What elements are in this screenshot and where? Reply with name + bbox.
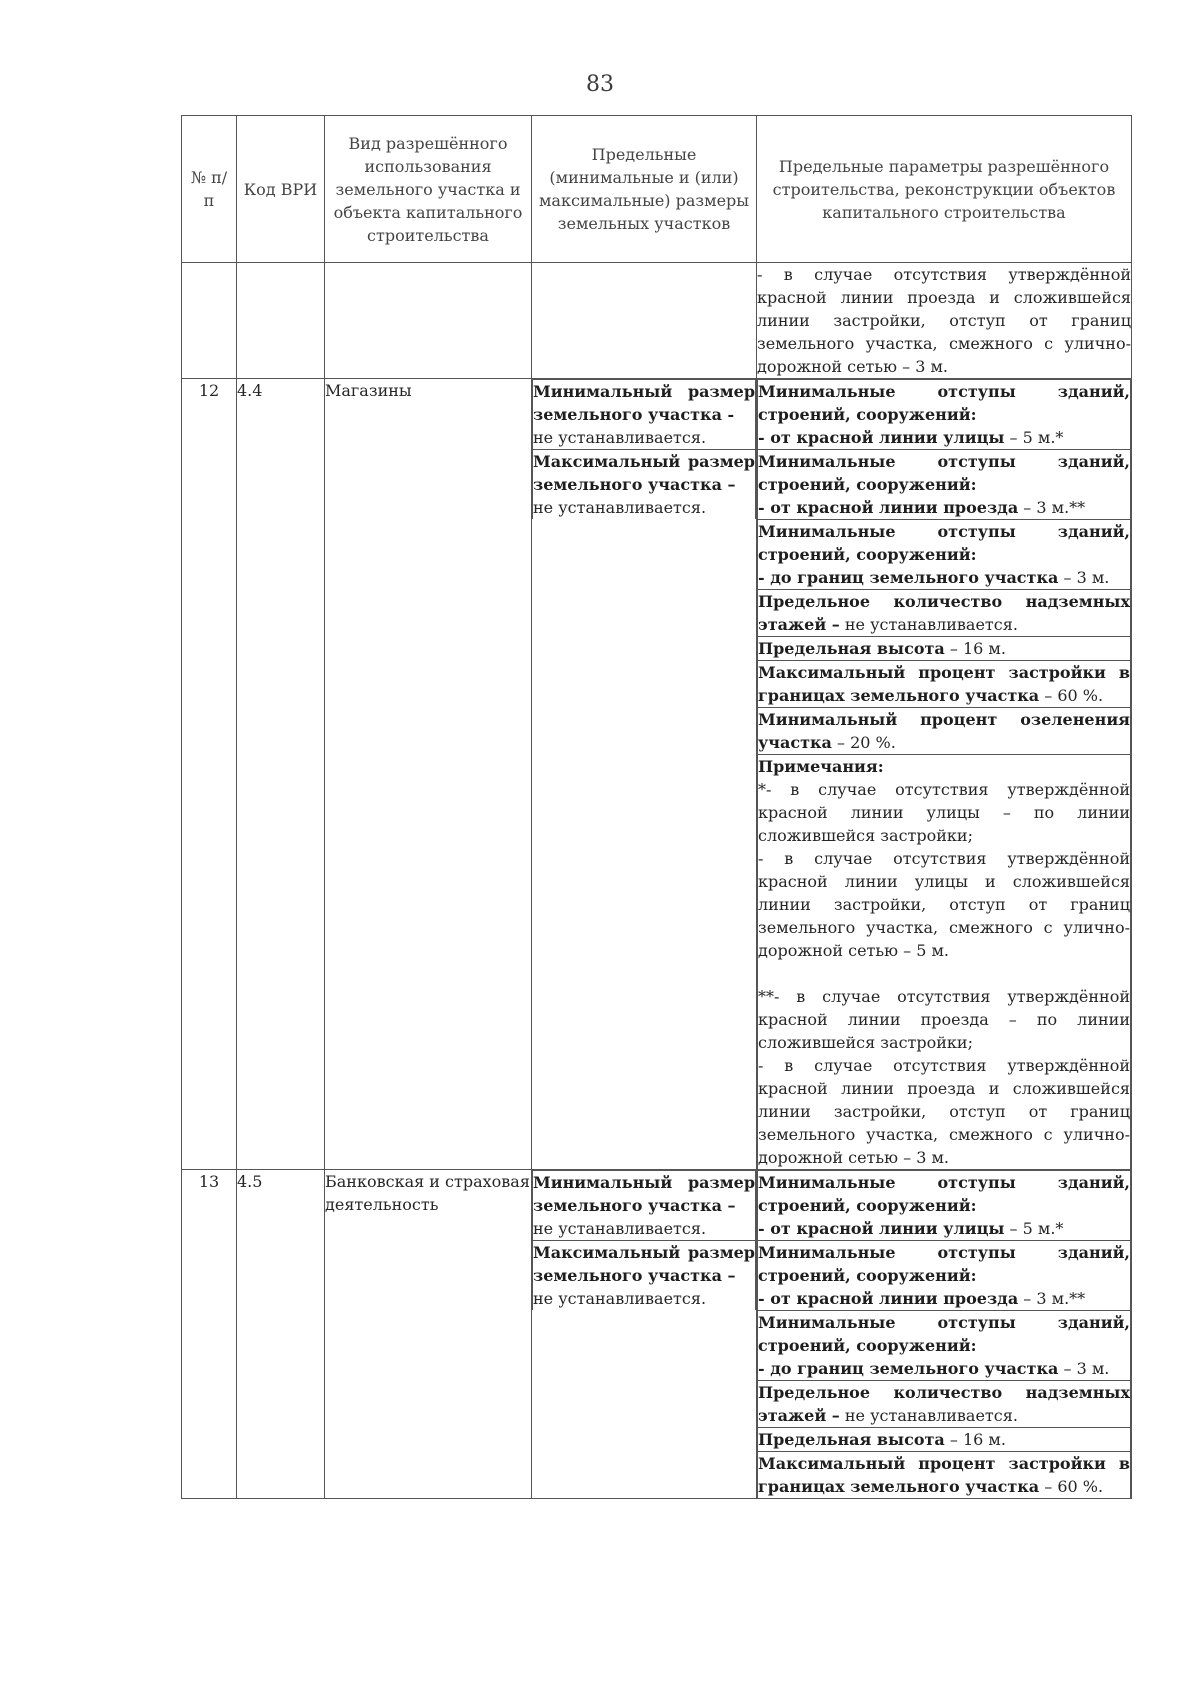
max-floors: Предельное количество надземных этажей – не устанавливается. xyxy=(758,590,1131,637)
max-height: Предельная высота – 16 м. xyxy=(758,637,1131,661)
header-use-type: Вид разрешённого использования земельного участка и объекта капитального строительства xyxy=(325,116,532,263)
setback-driveway: Минимальные отступы зданий, строений, сооружений: - от красной линии проезда – 3 м.** xyxy=(758,450,1131,520)
parameters-cell xyxy=(757,1170,1132,1499)
min-greenery: Минимальный процент озеленения участка – 20 %. xyxy=(758,708,1131,755)
setback-boundary: Минимальные отступы зданий, строений, сооружений: - до границ земельного участка – 3 м. xyxy=(758,1311,1131,1381)
page-number: 83 xyxy=(586,72,614,97)
setback-street: Минимальные отступы зданий, строений, сооружений: - от красной линии улицы – 5 м.* xyxy=(758,1171,1131,1241)
header-number: № п/п xyxy=(182,116,237,263)
table-row xyxy=(182,263,1132,379)
header-plot-size: Предельные (минимальные и (или) максимальные) размеры земельных участков xyxy=(532,116,757,263)
row-number: 12 xyxy=(182,379,237,1170)
max-floors: Предельное количество надземных этажей – не устанавливается. xyxy=(758,1381,1131,1428)
setback-driveway: Минимальные отступы зданий, строений, сооружений: - от красной линии проезда – 3 м.** xyxy=(758,1241,1131,1311)
max-plot-size: Максимальный размер земельного участка – не устанавливается. xyxy=(533,1241,756,1311)
plot-size-cell xyxy=(532,1170,757,1499)
max-coverage: Максимальный процент застройки в границах земельного участка – 60 %. xyxy=(758,1452,1131,1499)
regulations-table xyxy=(181,115,1132,1499)
max-coverage: Максимальный процент застройки в границах земельного участка – 60 %. xyxy=(758,661,1131,708)
max-height: Предельная высота – 16 м. xyxy=(758,1428,1131,1452)
row-code: 4.5 xyxy=(237,1170,325,1499)
continued-note: - в случае отсутствия утверждённой красной линии проезда и сложившейся линии застройки, отступ от границ земельного участка, смежного с улично-дорожной сетью – 3 м. xyxy=(757,263,1132,379)
plot-size-cell xyxy=(532,379,757,1170)
header-parameters: Предельные параметры разрешённого строительства, реконструкции объектов капитального строительства xyxy=(757,116,1132,263)
max-plot-size: Максимальный размер земельного участка – не устанавливается. xyxy=(533,450,756,520)
notes: Примечания: *- в случае отсутствия утверждённой красной линии улицы – по линии сложившейся застройки; - в случае отсутствия утверждённой красной линии улицы и сложившейся линии застройки, отступ от границ земельного участка, смежного с улично-дорожной сетью – 5 м. **- в случае отсутствия утверждённой красной линии проезда – по линии сложившейся застройки; - в случае отсутствия утверждённой красной линии проезда и сложившейся линии застройки, отступ от границ земельного участка, смежного с улично-дорожной сетью – 3 м. xyxy=(758,755,1131,1170)
setback-boundary: Минимальные отступы зданий, строений, сооружений: - до границ земельного участка – 3 м. xyxy=(758,520,1131,590)
header-code: Код ВРИ xyxy=(237,116,325,263)
parameters-cell xyxy=(757,379,1132,1170)
min-plot-size: Минимальный размер земельного участка - не устанавливается. xyxy=(533,380,756,450)
table-row xyxy=(182,1170,1132,1499)
row-use-name: Банковская и страховая деятельность xyxy=(325,1170,532,1499)
row-use-name: Магазины xyxy=(325,379,532,1170)
table-header-row xyxy=(182,116,1132,263)
table-row xyxy=(182,379,1132,1170)
setback-street: Минимальные отступы зданий, строений, сооружений: - от красной линии улицы – 5 м.* xyxy=(758,380,1131,450)
row-code: 4.4 xyxy=(237,379,325,1170)
min-plot-size: Минимальный размер земельного участка – не устанавливается. xyxy=(533,1171,756,1241)
row-number: 13 xyxy=(182,1170,237,1499)
